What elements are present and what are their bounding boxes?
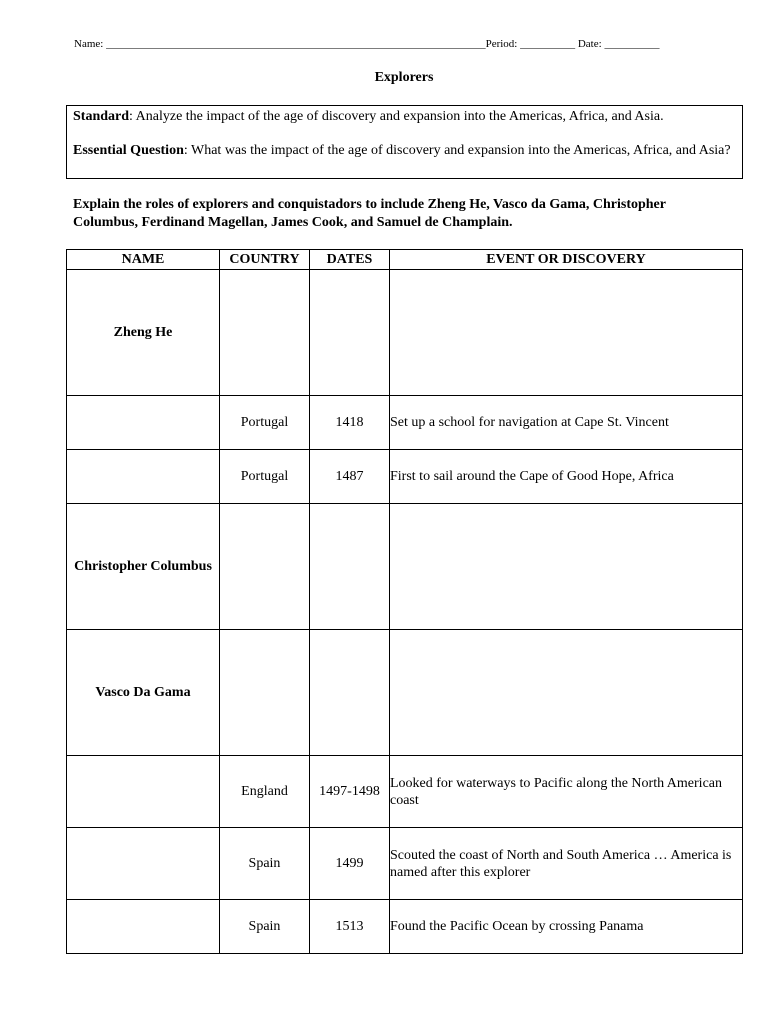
country-cell[interactable]	[220, 270, 310, 396]
name-cell[interactable]	[67, 828, 220, 900]
standard-paragraph	[73, 108, 736, 125]
name-cell[interactable]	[67, 450, 220, 504]
country-cell[interactable]: Portugal	[220, 396, 310, 450]
essential-question-label: Essential Question	[73, 143, 184, 158]
essential-question-paragraph	[73, 142, 736, 159]
table-row	[67, 504, 743, 630]
event-cell[interactable]: Set up a school for navigation at Cape St. Vincent	[390, 396, 743, 450]
event-cell[interactable]: First to sail around the Cape of Good Hope, Africa	[390, 450, 743, 504]
name-cell[interactable]: Christopher Columbus	[67, 504, 220, 630]
standard-box	[66, 105, 743, 179]
event-cell[interactable]: Found the Pacific Ocean by crossing Panama	[390, 900, 743, 954]
country-cell[interactable]: Spain	[220, 828, 310, 900]
explorers-table	[66, 249, 743, 954]
dates-cell[interactable]: 1499	[310, 828, 390, 900]
event-cell[interactable]: Scouted the coast of North and South America … America is named after this explorer	[390, 828, 743, 900]
dates-cell[interactable]: 1418	[310, 396, 390, 450]
name-label: Name:	[74, 38, 104, 50]
event-cell[interactable]: Looked for waterways to Pacific along the North American coast	[390, 756, 743, 828]
header-country: COUNTRY	[220, 250, 310, 270]
period-blank[interactable]: __________	[520, 38, 576, 50]
country-cell[interactable]: Portugal	[220, 450, 310, 504]
country-cell[interactable]	[220, 630, 310, 756]
table-row	[67, 828, 743, 900]
dates-cell[interactable]: 1487	[310, 450, 390, 504]
period-label: Period:	[485, 38, 518, 50]
dates-cell[interactable]	[310, 504, 390, 630]
header-name: NAME	[67, 250, 220, 270]
table-row	[67, 900, 743, 954]
name-cell[interactable]: Zheng He	[67, 270, 220, 396]
dates-cell[interactable]	[310, 270, 390, 396]
event-cell[interactable]	[390, 630, 743, 756]
date-label: Date:	[577, 38, 602, 50]
event-cell[interactable]	[390, 270, 743, 396]
country-cell[interactable]	[220, 504, 310, 630]
table-row	[67, 396, 743, 450]
name-cell[interactable]	[67, 396, 220, 450]
name-cell[interactable]: Vasco Da Gama	[67, 630, 220, 756]
essential-question-text: : What was the impact of the age of discovery and expansion into the Americas, Africa, and Asia?	[183, 143, 731, 158]
country-cell[interactable]: Spain	[220, 900, 310, 954]
dates-cell[interactable]: 1497-1498	[310, 756, 390, 828]
name-cell[interactable]	[67, 756, 220, 828]
table-row	[67, 756, 743, 828]
name-cell[interactable]	[67, 900, 220, 954]
student-info-line	[74, 38, 734, 50]
page-title: Explorers	[374, 70, 434, 85]
header-event: EVENT OR DISCOVERY	[390, 250, 743, 270]
header-dates: DATES	[310, 250, 390, 270]
standard-text: : Analyze the impact of the age of discovery and expansion into the Americas, Africa, and Asia.	[129, 109, 664, 124]
date-blank[interactable]: __________	[604, 38, 660, 50]
dates-cell[interactable]	[310, 630, 390, 756]
table-header-row	[67, 250, 743, 270]
table-row	[67, 270, 743, 396]
country-cell[interactable]: England	[220, 756, 310, 828]
dates-cell[interactable]: 1513	[310, 900, 390, 954]
event-cell[interactable]	[390, 504, 743, 630]
standard-label: Standard	[73, 109, 130, 124]
table-row	[67, 450, 743, 504]
instructions: Explain the roles of explorers and conquistadors to include Zheng He, Vasco da Gama, Christopher Columbus, Ferdinand Magellan, James Cook, and Samuel de Champlain.	[73, 197, 666, 230]
name-blank[interactable]: _____________________________________________________________________	[106, 38, 486, 50]
table-row	[67, 630, 743, 756]
